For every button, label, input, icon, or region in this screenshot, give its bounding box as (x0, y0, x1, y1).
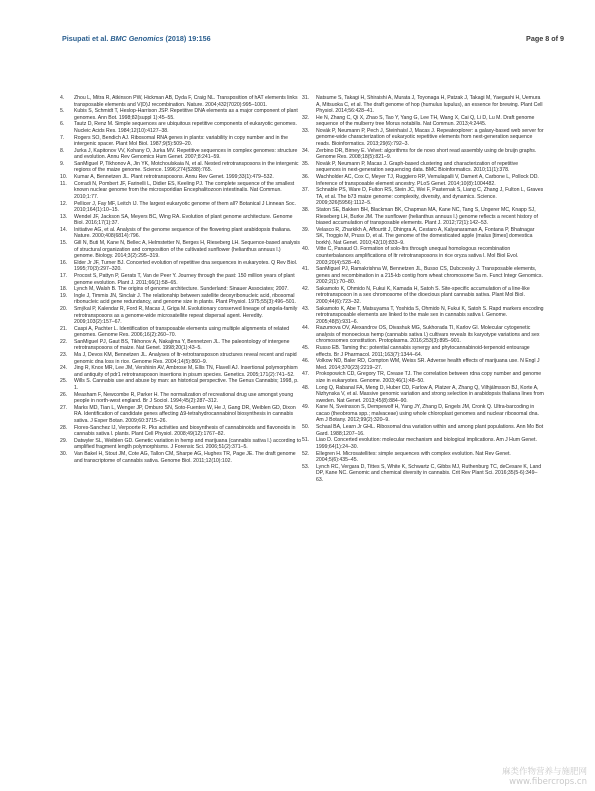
reference-item (60, 293, 302, 306)
reference-item (302, 286, 544, 306)
reference-text: Novák P, Neumann P, Macas J. Graph-based clustering and characterization of repetitive sequences in next-generation sequencing data. BMC Bioinformatics. 2010;11(1):378. (316, 160, 519, 174)
reference-text: Russo EB. Taming thc: potential cannabis synergy and phytocannabinoid-terpenoid entourage effects. Br J Pharmacol. 2011;163(7):1344–64. (316, 345, 530, 358)
reference-text: Natsume S, Takagi H, Shiraishi A, Murata J, Toyonaga H, Patzak J, Takagi M, Yaegashi H, Uemura A, Mitsuoka C, et al. The draft genome of hop (humulus lupulus), an essence for brewing. Plant Cell Physiol. 2014;56:428–41. (316, 95, 543, 115)
reference-item (302, 345, 544, 358)
reference-item (302, 358, 544, 371)
journal-citation (62, 34, 211, 43)
reference-text: Datwyler SL, Weiblen GD. Genetic variation in hemp and marijuana (cannabis sativa l.) according to amplified fragment length polymorphisms. J Forensic Sci. 2006;51(2):371–5. (74, 437, 302, 451)
reference-text: Initiative AG, et al. Analysis of the genome sequence of the flowering plant arabidopsis thaliana. Nature. 2000;408(6814):796. (74, 226, 292, 240)
reference-number: 9. (60, 160, 65, 167)
reference-item (302, 227, 544, 247)
reference-item (302, 95, 544, 115)
reference-number: 34. (302, 147, 310, 154)
reference-number: 5. (60, 108, 65, 115)
reference-text: Sakamoto K, Ohmido N, Fukui K, Kamada H, Satoh S. Site-specific accumulation of a line-like retrotransposon in a sex chromosome of the dioecious plant cannabis sativa. Plant Mol Biol. 2000;44(6):723–32. (316, 285, 530, 305)
reference-number: 6. (60, 121, 65, 128)
reference-number: 13. (60, 213, 68, 220)
reference-item (60, 326, 302, 339)
reference-text: Velasco R, Zharkikh A, Affourtit J, Dhingra A, Cestaro A, Kalyanaraman A, Fontana P, Bhatnagar SK, Troggio M, Pruss D, et al. The genome of the domesticated apple (malus [times] domestica borkh). Nat Genet. 2010;42(10):833–9. (316, 226, 535, 246)
reference-item (302, 464, 544, 484)
reference-item (60, 108, 302, 121)
reference-text: Prokopowich CD, Gregory TR, Crease TJ. The correlation between rdna copy number and genome size in eukaryotes. Genome. 2003;46(1):48–50. (316, 371, 542, 385)
reference-number: 46. (302, 358, 310, 365)
reference-text: Pellicer J, Fay MF, Leitch IJ. The largest eukaryotic genome of them all? Botanical J Linnean Soc. 2010;164(1):10–15. (74, 200, 296, 214)
reference-item (60, 438, 302, 451)
reference-item (60, 352, 302, 365)
reference-number: 19. (60, 292, 68, 299)
reference-number: 26. (60, 391, 68, 398)
reference-text: Razumova OV, Alexandrov OS, Divashuk MG, Sukhorada TI, Karlov GI. Molecular cytogenetic analysis of monoecious hemp (cannabis sativa l.) cultivars reveals its karyotype variations and sex chromosomes constitution. Protoplasma. 2016;253(3):895–901. (316, 325, 540, 345)
reference-number: 44. (302, 325, 310, 332)
reference-text: Ellegren H. Microsatellites: simple sequences with complex evolution. Nat Rev Genet. 2004;5(6):435–45. (316, 450, 511, 464)
reference-text: Zerbino DR, Birney E. Velvet: algorithms for de novo short read assembly using de bruijn graphs. Genome Res. 2008;18(5):821–9. (316, 147, 537, 161)
reference-item (302, 246, 544, 266)
reference-text: Procost S, Pattyn P, Gerats T, Van de Peer Y. Journey through the past: 150 million years of plant genome evolution. Plant J. 2011;66(1):58–65. (74, 272, 295, 286)
reference-item (60, 227, 302, 240)
reference-text: Lynch M, Walsh B. The origins of genome architecture. Sunderland: Sinauer Associates; 2007. (74, 286, 289, 293)
reference-number: 35. (302, 160, 310, 167)
reference-text: Long Q, Rabanal FA, Meng D, Huber CD, Farlow A, Platzer A, Zhang Q, Vilhjálmsson BJ, Korte A, Nizhynska V, et al. Massive genomic variation and strong selection in arabidopsis thaliana lines from sweden. Nat Genet. 2013;45(8):884–90. (316, 384, 544, 404)
reference-item (60, 260, 302, 273)
reference-item (60, 174, 302, 181)
reference-number: 33. (302, 127, 310, 134)
reference-item (302, 266, 544, 286)
reference-text: SanMiguel P, Tikhonov A, Jin YK, Motchoulskaia N, et al. Nested retrotransposons in the intergenic regions of the maize genome. Science. 1996;274(5288):765. (74, 160, 299, 174)
reference-number: 28. (60, 424, 68, 431)
reference-item (60, 135, 302, 148)
reference-text: Staton SE, Bakken BH, Blackman BK, Chapman MA, Kane NC, Tang S, Ungerer MC, Knapp SJ, Rieseberg LH, Burke JM. The sunflower (helianthus annuus l.) genome reflects a recent history of biased accumulation of transposable elements. Plant J. 2012;72(1):142–53. (316, 206, 538, 227)
reference-number: 8. (60, 147, 65, 154)
reference-number: 52. (302, 450, 310, 457)
reference-item (60, 240, 302, 260)
reference-text: Wachholder AC, Cox C, Meyer TJ, Ruggiero RP, Vemulapalli V, Damert A, Carbone L, Pollock DD. Inference of transposable element ancestry. PLoS Genet. 2014;10(8):1004482. (316, 174, 539, 187)
reference-item (302, 404, 544, 424)
reference-text: Novák P, Neumann P, Pech J, Steinhaisl J, Macas J. Repeatexplorer: a galaxy-based web server for genome-wide characterization of eukaryotic repetitive elements from next-generation sequence reads. Bioinformatics. 2013;29(6):792–3. (316, 127, 544, 148)
reference-number: 31. (302, 95, 310, 101)
reference-number: 22. (60, 338, 68, 345)
reference-number: 39. (302, 226, 310, 233)
reference-number: 50. (302, 424, 310, 431)
reference-number: 38. (302, 206, 310, 213)
reference-number: 29. (60, 437, 68, 444)
watermark-line-2: www.fibercrops.cn (509, 777, 587, 787)
page-number: Page 8 of 9 (526, 34, 564, 43)
reference-item (60, 425, 302, 438)
reference-text: SanMiguel PJ, Ramakrishna W, Bennetzen JL, Busso CS, Dubcovsky J. Transposable elements, genes and recombination in a 215-kb contig from wheat chromosome 5a m. Funct Integr Genomics. 2002;2(1):70–80. (316, 266, 543, 286)
reference-number: 32. (302, 114, 310, 121)
reference-text: Vitte C, Panaud O. Formation of solo-ltrs through unequal homologous recombination counterbalances amplifications of ltr retrotransposons in rice oryza sativa l. Mol Biol Evol. 2003;20(4):528–40. (316, 246, 519, 266)
reference-text: Corradi N, Pombert JF, Farinelli L, Didier ES, Keeling PJ. The complete sequence of the smallest known nuclear genome from the microsporidian Encephalitozoon intestinalis. Nat Commun. 2010;1:77. (74, 180, 295, 200)
reference-text: Van Bakel H, Stout JM, Cote AG, Tallon CM, Sharpe AG, Hughes TR, Page JE. The draft genome and transcriptome of cannabis sativa. Genome Biol. 2011;12(10):102. (74, 450, 296, 464)
reference-item (302, 128, 544, 148)
reference-number: 20. (60, 306, 68, 312)
reference-text: Volkow ND, Baler RD, Compton WM, Weiss SR. Adverse health effects of marijuana use. N Engl J Med. 2014;370(23):2219–27. (316, 358, 540, 371)
reference-text: Schaal BA, Learn Jr GHL. Ribosomal dna variation within and among plant populations. Ann Mo Bot Gard. 1988;1207–16. (316, 424, 544, 437)
reference-item (60, 405, 302, 425)
reference-item (302, 174, 544, 187)
reference-item (302, 207, 544, 227)
reference-number: 25. (60, 378, 68, 385)
reference-item (302, 325, 544, 345)
reference-text: Ma J, Devos KM, Bennetzen JL. Analyses of ltr-retrotransposon structures reveal recent and rapid genomic dna loss in rice. Genome Res. 2004;14(5):860–9. (74, 352, 297, 365)
reference-number: 48. (302, 384, 310, 391)
reference-number: 37. (302, 187, 310, 194)
reference-number: 27. (60, 404, 68, 411)
reference-text: Sakamoto K, Abe T, Matsuyama T, Yoshida S, Ohmido N, Fukui K, Satoh S. Rapd markers encoding retrotransposable elements are linked to the male sex in cannabis sativa l. Genome. 2005;48(5):931–6. (316, 305, 544, 325)
reference-item (60, 201, 302, 214)
reference-item (60, 121, 302, 134)
reference-item (302, 451, 544, 464)
reference-number: 11. (60, 180, 67, 187)
reference-item (60, 161, 302, 174)
reference-number: 21. (60, 325, 68, 332)
reference-item (60, 306, 302, 326)
reference-text: Zhou L, Mitra R, Atkinson PW, Hickman AB, Dyda F, Craig NL. Transposition of hAT elements links transposable elements and V(D)J recombination. Nature. 2004;432(7020):995–1001. (74, 95, 298, 108)
reference-number: 36. (302, 174, 310, 181)
reference-text: Gill N, Buti M, Kane N, Bellec A, Helmstetter N, Berges H, Rieseberg LH. Sequence-based analysis of structural organization and composition of the cultivated sunflower (helianthus annuus l.) genome. Biology. 2014;3(2):295–319. (74, 240, 301, 260)
reference-text: He N, Zhang C, Qi X, Zhao S, Tao Y, Yang G, Lee TH, Wang X, Cai Q, Li D, Lu M. Draft genome sequence of the mulberry tree Morus notabilis. Nat Commun. 2013;4:2445. (316, 114, 535, 128)
reference-number: 41. (302, 266, 310, 273)
reference-item (302, 148, 544, 161)
reference-item (60, 339, 302, 352)
reference-text: Tautz D, Renz M. Simple sequences are ubiquitous repetitive components of eukaryotic genomes. Nucleic Acids Res. 1984;12(10):4127–38. (74, 121, 297, 134)
reference-text: Jurka J, Kapitonov VV, Kohany O, Jurka MV. Repetitive sequences in complex genomes: structure and evolution. Annu Rev Genomics Hum Genet. 2007;8:241–59. (74, 147, 298, 161)
reference-text: SanMiguel PJ, Gaut BS, Tikhonov A, Nakajima Y, Bennetzen JL. The paleontology of intergene retrotransposons of maize. Nat Genet. 1998;20(1):43–5. (74, 338, 290, 352)
reference-item (60, 214, 302, 227)
reference-number: 10. (60, 174, 68, 181)
reference-item (60, 181, 302, 201)
reference-item (60, 273, 302, 286)
references-left-column (60, 95, 302, 464)
reference-item (60, 392, 302, 405)
reference-number: 7. (60, 134, 65, 141)
reference-item (60, 365, 302, 378)
reference-number: 24. (60, 365, 68, 372)
reference-text: Wendel JF, Jackson SA, Meyers BC, Wing RA. Evolution of plant genome architecture. Genome Biol. 2016;17(1):37. (74, 213, 293, 227)
reference-text: Ingle J, Timmis JN, Sinclair J. The relationship between satellite deoxyribonucleic acid, ribosomal ribonucleic acid gene redundancy, and genome size in plants. Plant Physiol. 1975;55(3):496–501. (74, 292, 296, 306)
reference-number: 43. (302, 305, 310, 312)
reference-number: 30. (60, 450, 68, 457)
reference-text: Elder Jr JF, Turner BJ. Concerted evolution of repetitive dna sequences in eukaryotes. Q Rev Biol. 1995;70(3):297–320. (74, 259, 298, 273)
watermark (502, 767, 587, 787)
citation-journal: BMC Genomics (110, 34, 164, 43)
reference-text: Kane N, Sveinsson S, Dempewolf H, Yang JY, Zhang D, Engels JM, Cronk Q. Ultra-barcoding in cacao (theobroma spp.; malvaceae) using whole chloroplast genomes and nuclear ribosomal dna. Am J Botany. 2012;99(2):320–9. (316, 404, 539, 424)
reference-text: Rogers SO, Bendich AJ. Ribosomal RNA genes in plants: variability in copy number and in the intergenic spacer. Plant Mol Biol. 1987;9(5):509–20. (74, 134, 289, 148)
reference-number: 42. (302, 285, 310, 292)
reference-number: 23. (60, 352, 68, 359)
citation-year-volume: (2018) 19:156 (163, 34, 211, 43)
reference-item (302, 306, 544, 326)
reference-text: Jing R, Knox MR, Lee JM, Vershinin AV, Ambrose M, Ellis TN, Flavell AJ. Insertional polymorphism and antiquity of pdr1 retrotransposon insertions in pisum species. Genetics. 2005;171(2):741–52. (74, 365, 298, 378)
reference-text: Schnable PS, Ware D, Fulton RS, Stein JC, Wei F, Pasternak S, Liang C, Zhang J, Fulton L, Graves TA, et al. The b73 maize genome: complexity, diversity, and dynamics. Science. 2009;326(5956):1112–5. (316, 187, 544, 207)
reference-text: Caspi A, Pachter L. Identification of transposable elements using multiple alignments of related genomes. Genome Res. 2006;16(2):260–70. (74, 325, 290, 339)
reference-text: Kumar A, Bennetzen JL. Plant retrotransposons. Annu Rev Genet. 1999;33(1):479–532. (74, 174, 274, 181)
reference-number: 53. (302, 463, 310, 470)
reference-item (60, 286, 302, 293)
reference-number: 45. (302, 345, 310, 352)
reference-number: 14. (60, 226, 68, 233)
reference-item (60, 451, 302, 464)
reference-item (60, 378, 302, 391)
reference-item (302, 371, 544, 384)
reference-number: 17. (60, 272, 68, 279)
reference-number: 47. (302, 371, 310, 378)
reference-item (302, 187, 544, 207)
citation-authors: Pisupati et al. (62, 34, 111, 43)
reference-item (302, 424, 544, 437)
reference-text: Wills S. Cannabis use and abuse by man: an historical perspective. The Genus Cannabis; 1998, p. 1. (74, 378, 299, 392)
reference-text: Smýkal P, Kalendar R, Ford R, Macas J, Griga M. Evolutionary conserved lineage of angela-family retrotransposons as a genome-wide microsatellite repeat dispersal agent. Heredity. 2009;103(2):157–67. (74, 306, 298, 326)
reference-text: Measham F, Newcombe R, Parker H. The normalization of recreational drug use amongst young people in north-west england. Br J Sociol. 1994;45(2):287–312. (74, 391, 294, 405)
reference-item (302, 161, 544, 174)
reference-item (60, 148, 302, 161)
reference-number: 49. (302, 404, 310, 411)
watermark-line-1: 麻类作物营养与施肥网 (501, 767, 587, 777)
reference-text: Marks MD, Tian L, Wenger JP, Omburo SN, Soto-Fuentes W, He J, Gang DR, Weiblen GD, Dixon RA. Identification of candidate genes affecting Δ9-tetrahydrocannabinol biosynthesis in cannabis sativa. J Exper Botan. 2009;60:3715–26. (74, 404, 296, 424)
reference-number: 15. (60, 240, 68, 247)
references-right-column (302, 95, 544, 483)
reference-number: 4. (60, 95, 65, 101)
reference-item (302, 115, 544, 128)
reference-number: 16. (60, 259, 68, 266)
reference-text: Kubis S, Schmidt T, Heslop-Harrison JSP. Repetitive DNA elements as a major component of plant genomes. Ann Bot. 1998;82(suppl 1):45–55. (74, 108, 298, 121)
reference-number: 12. (60, 200, 68, 207)
reference-text: Flores-Sanchez IJ, Verpoorte R. Pks activities and biosynthesis of cannabinoids and flavonoids in cannabis sativa l. plants. Plant Cell Physiol. 2008;49(12):1767–82. (74, 424, 296, 438)
reference-number: 51. (302, 437, 310, 444)
page-header (62, 34, 564, 46)
reference-text: Liao D. Concerted evolution: molecular mechanism and biological implications. Am J Hum Genet. 1999;64(1):24–30. (316, 437, 537, 450)
reference-item (302, 437, 544, 450)
reference-item (60, 95, 302, 108)
reference-number: 18. (60, 286, 68, 293)
reference-item (302, 385, 544, 405)
reference-text: Lynch RC, Vergara D, Tittes S, White K, Schwartz C, Gibbs MJ, Ruthenburg TC, deCesare K, Land DP, Kane NC. Genomic and chemical diversity in cannabis. Crit Rev Plant Sci. 2016;35(5-6):349–63. (316, 463, 542, 483)
reference-number: 40. (302, 246, 310, 253)
